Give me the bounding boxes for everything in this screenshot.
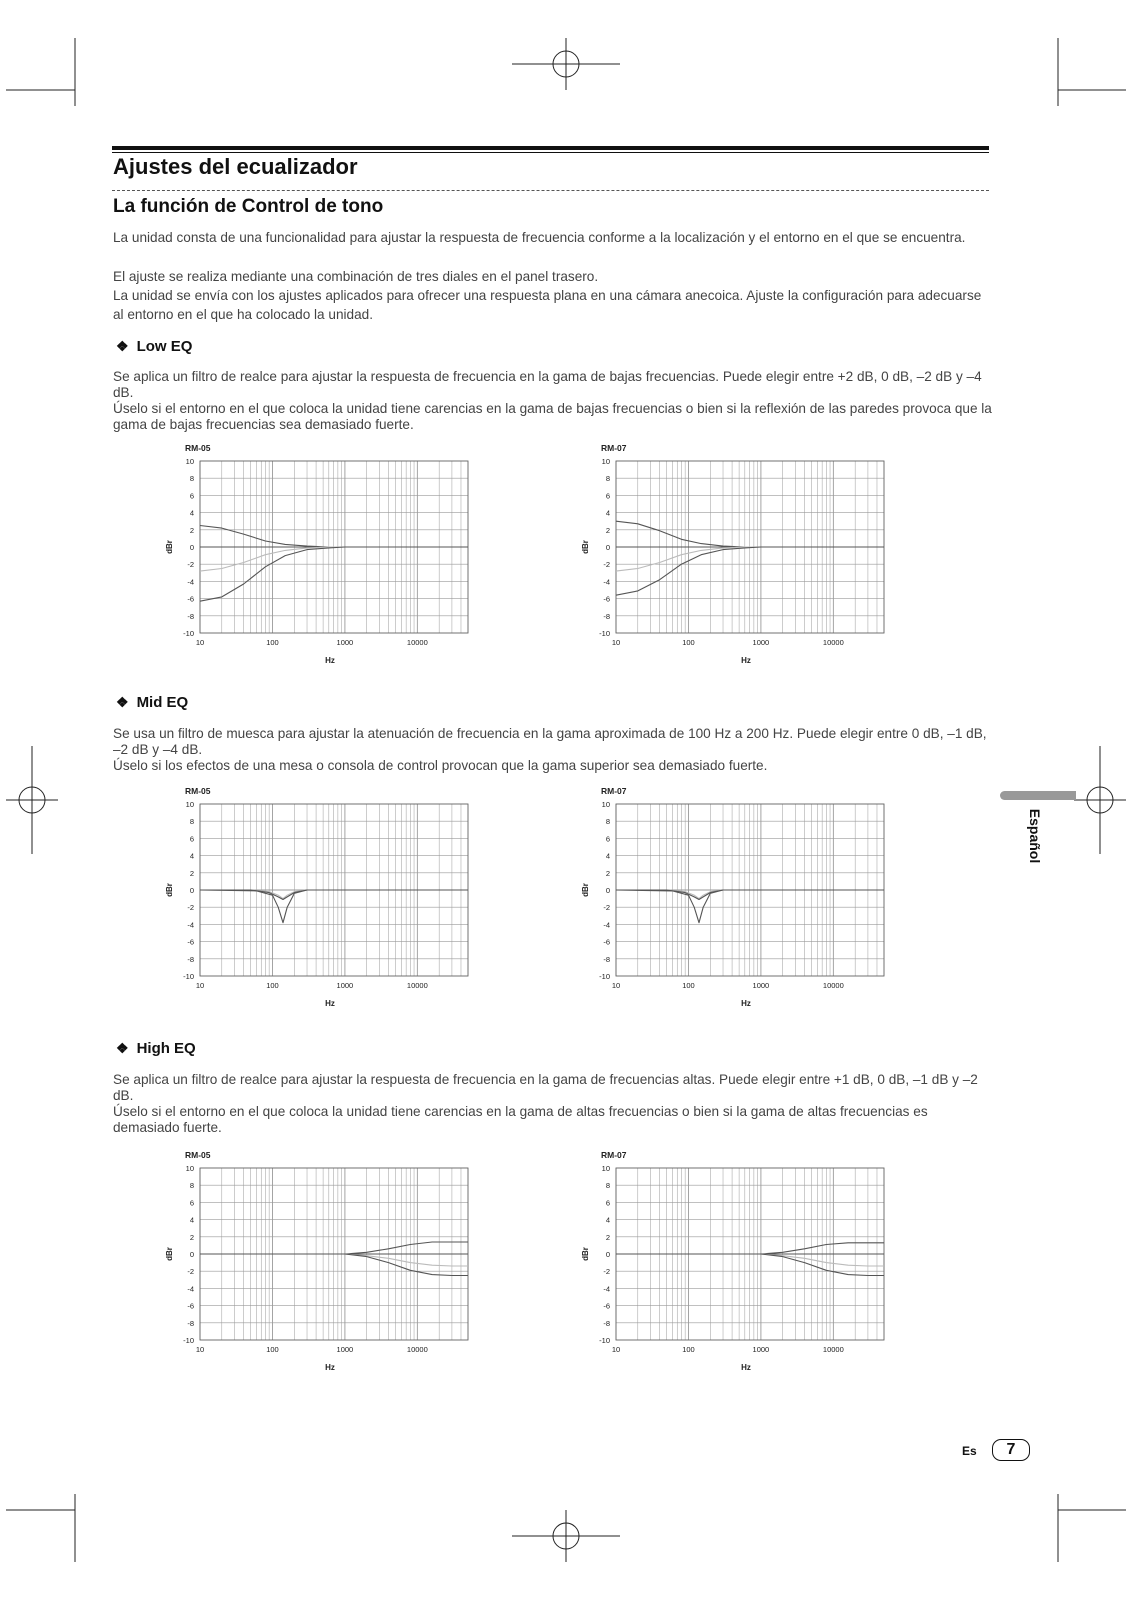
chart-high-rm07 <box>576 1150 906 1390</box>
x-tick-label: 10 <box>195 981 205 990</box>
y-tick-label: -2 <box>187 903 194 913</box>
y-axis-label: dBr <box>581 883 590 897</box>
y-axis-label: dBr <box>165 1247 174 1261</box>
series-line-1 <box>200 1242 468 1254</box>
y-tick-label: -4 <box>603 1284 610 1294</box>
mid-eq-title: Mid EQ <box>136 694 189 711</box>
x-tick-label: 1000 <box>752 638 770 647</box>
y-tick-label: 2 <box>189 1232 194 1242</box>
y-axis-label: dBr <box>165 540 174 554</box>
y-tick-label: 8 <box>189 1181 194 1191</box>
y-tick-label: 4 <box>605 1215 610 1225</box>
series-line-4 <box>200 547 468 601</box>
y-tick-label: 10 <box>185 457 194 466</box>
y-tick-label: 0 <box>605 543 610 552</box>
series-line-1 <box>616 890 884 899</box>
y-tick-label: 0 <box>189 543 194 552</box>
series-line-3 <box>200 1254 468 1266</box>
y-tick-label: 2 <box>189 525 194 535</box>
x-tick-label: 10000 <box>406 1345 428 1354</box>
x-tick-label: 10 <box>611 638 621 647</box>
x-axis-label: Hz <box>325 999 335 1008</box>
high-eq-heading <box>116 1040 196 1057</box>
header-rule-thin <box>112 152 989 153</box>
y-tick-label: 2 <box>605 1232 610 1242</box>
x-tick-label: 10000 <box>822 638 844 647</box>
y-tick-label: 0 <box>189 886 194 895</box>
x-tick-label: 100 <box>682 981 695 990</box>
series-line-3 <box>616 890 884 923</box>
chart-svg <box>160 1150 490 1390</box>
y-tick-label: -6 <box>603 1301 610 1311</box>
dashed-divider <box>112 190 989 191</box>
chart-title: RM-05 <box>185 1150 211 1160</box>
y-tick-label: -2 <box>187 1267 194 1277</box>
y-tick-label: -10 <box>599 629 610 638</box>
low-eq-heading <box>116 338 192 355</box>
x-tick-label: 10000 <box>822 1345 844 1354</box>
y-tick-label: -10 <box>183 972 194 981</box>
y-tick-label: 4 <box>605 508 610 518</box>
y-tick-label: 6 <box>605 834 610 844</box>
y-axis-label: dBr <box>581 1247 590 1261</box>
y-tick-label: 2 <box>189 868 194 878</box>
y-tick-label: -8 <box>187 954 194 964</box>
language-tab-label: Español <box>1027 808 1043 864</box>
y-tick-label: -4 <box>603 920 610 930</box>
x-tick-label: 100 <box>266 1345 279 1354</box>
chart-title: RM-07 <box>601 786 627 796</box>
x-tick-label: 10 <box>195 1345 205 1354</box>
chart-svg <box>160 443 490 683</box>
y-tick-label: -6 <box>187 1301 194 1311</box>
series-line-2 <box>200 890 468 900</box>
y-tick-label: -8 <box>603 611 610 621</box>
x-tick-label: 100 <box>682 638 695 647</box>
x-tick-label: 1000 <box>336 981 354 990</box>
series-line-1 <box>616 1243 884 1254</box>
x-axis-label: Hz <box>325 656 335 665</box>
chart-low-rm07 <box>576 443 906 683</box>
x-tick-label: 10000 <box>406 638 428 647</box>
diamond-bullet-icon: ❖ <box>116 338 129 354</box>
page-number: 7 <box>992 1439 1030 1461</box>
mid-eq-heading <box>116 694 188 711</box>
x-tick-label: 1000 <box>752 981 770 990</box>
intro-paragraph-2: El ajuste se realiza mediante una combinación de tres diales en el panel trasero. <box>113 269 599 284</box>
x-tick-label: 1000 <box>336 638 354 647</box>
high-eq-paragraph-1: Se aplica un filtro de realce para ajustar la respuesta de frecuencia en la gama de frecuencias altas. Puede elegir entre +1 dB, 0 dB, –1 dB y –2 dB. <box>113 1072 978 1103</box>
y-tick-label: -8 <box>187 611 194 621</box>
high-eq-title: High EQ <box>136 1040 196 1057</box>
series-line-2 <box>616 890 884 900</box>
section-title: La función de Control de tono <box>113 196 384 217</box>
y-tick-label: -6 <box>603 594 610 604</box>
series-line-3 <box>200 547 468 571</box>
y-tick-label: 10 <box>185 1164 194 1173</box>
y-tick-label: -2 <box>603 903 610 913</box>
series-line-1 <box>200 890 468 899</box>
x-axis-label: Hz <box>741 1363 751 1372</box>
chart-svg <box>576 786 906 1026</box>
y-tick-label: -6 <box>187 594 194 604</box>
y-tick-label: 0 <box>605 1250 610 1259</box>
y-tick-label: 2 <box>605 525 610 535</box>
y-tick-label: -10 <box>599 1336 610 1345</box>
y-tick-label: 6 <box>605 491 610 501</box>
y-tick-label: -4 <box>187 920 194 930</box>
intro-paragraph-1: La unidad consta de una funcionalidad para ajustar la respuesta de frecuencia conforme a la localización y el entorno en el que se encuentra. <box>113 230 966 245</box>
y-tick-label: 6 <box>605 1198 610 1208</box>
header-rule-thick <box>112 146 989 150</box>
y-tick-label: -2 <box>603 560 610 570</box>
y-tick-label: 6 <box>189 1198 194 1208</box>
y-axis-label: dBr <box>581 540 590 554</box>
y-tick-label: 4 <box>189 851 194 861</box>
x-tick-label: 10000 <box>406 981 428 990</box>
x-tick-label: 10 <box>611 981 621 990</box>
y-tick-label: -4 <box>603 577 610 587</box>
y-tick-label: -6 <box>603 937 610 947</box>
low-eq-paragraph-1: Se aplica un filtro de realce para ajustar la respuesta de frecuencia en la gama de bajas frecuencias. Puede elegir entre +2 dB, 0 dB, –2 dB y –4 dB. <box>113 369 982 400</box>
y-tick-label: -8 <box>603 1318 610 1328</box>
y-tick-label: 8 <box>189 817 194 827</box>
intro-paragraph-3: La unidad se envía con los ajustes aplicados para ofrecer una respuesta plana en una cámara anecoica. Ajuste la configuración para adecuarse al entorno en el que ha colocado la unidad. <box>113 288 982 322</box>
chart-high-rm05 <box>160 1150 490 1390</box>
x-tick-label: 10 <box>195 638 205 647</box>
y-tick-label: 4 <box>189 508 194 518</box>
low-eq-paragraph-2: Úselo si el entorno en el que coloca la unidad tiene carencias en la gama de bajas frecuencias o bien si la reflexión de las paredes provoca que la gama de bajas frecuencias sea demasiado fuerte. <box>113 401 992 432</box>
y-tick-label: -2 <box>603 1267 610 1277</box>
y-tick-label: 10 <box>601 800 610 809</box>
chart-mid-rm07 <box>576 786 906 1026</box>
series-line-3 <box>616 1254 884 1266</box>
y-tick-label: -6 <box>187 937 194 947</box>
chart-title: RM-05 <box>185 443 211 453</box>
chart-title: RM-05 <box>185 786 211 796</box>
y-tick-label: 8 <box>189 474 194 484</box>
y-tick-label: 8 <box>605 1181 610 1191</box>
y-axis-label: dBr <box>165 883 174 897</box>
x-axis-label: Hz <box>741 656 751 665</box>
x-tick-label: 1000 <box>336 1345 354 1354</box>
chart-title: RM-07 <box>601 1150 627 1160</box>
low-eq-title: Low EQ <box>136 338 193 355</box>
series-line-1 <box>200 526 468 548</box>
chart-svg <box>576 1150 906 1390</box>
y-tick-label: 6 <box>189 491 194 501</box>
y-tick-label: -10 <box>183 629 194 638</box>
y-tick-label: 0 <box>605 886 610 895</box>
y-tick-label: 10 <box>185 800 194 809</box>
x-tick-label: 100 <box>266 981 279 990</box>
high-eq-paragraph-2: Úselo si el entorno en el que coloca la unidad tiene carencias en la gama de altas frecuencias o bien si la gama de altas frecuencias es demasiado fuerte. <box>113 1104 928 1135</box>
chart-svg <box>576 443 906 683</box>
chart-svg <box>160 786 490 1026</box>
y-tick-label: 0 <box>189 1250 194 1259</box>
y-tick-label: 8 <box>605 474 610 484</box>
chart-title: RM-07 <box>601 443 627 453</box>
y-tick-label: -10 <box>599 972 610 981</box>
y-tick-label: -4 <box>187 1284 194 1294</box>
chart-mid-rm05 <box>160 786 490 1026</box>
mid-eq-paragraph-1: Se usa un filtro de muesca para ajustar la atenuación de frecuencia en la gama aproximada de 100 Hz a 200 Hz. Puede elegir entre 0 dB, –1 dB, –2 dB y –4 dB. <box>113 726 987 757</box>
y-tick-label: 10 <box>601 1164 610 1173</box>
y-tick-label: -10 <box>183 1336 194 1345</box>
x-tick-label: 1000 <box>752 1345 770 1354</box>
y-tick-label: -2 <box>187 560 194 570</box>
x-tick-label: 10000 <box>822 981 844 990</box>
diamond-bullet-icon: ❖ <box>116 1040 129 1056</box>
y-tick-label: 6 <box>189 834 194 844</box>
x-axis-label: Hz <box>325 1363 335 1372</box>
x-axis-label: Hz <box>741 999 751 1008</box>
mid-eq-paragraph-2: Úselo si los efectos de una mesa o consola de control provocan que la gama superior sea demasiado fuerte. <box>113 758 768 773</box>
y-tick-label: -8 <box>187 1318 194 1328</box>
series-line-3 <box>200 890 468 923</box>
y-tick-label: 10 <box>601 457 610 466</box>
page-title: Ajustes del ecualizador <box>113 154 358 179</box>
series-line-1 <box>616 521 884 547</box>
diamond-bullet-icon: ❖ <box>116 694 129 710</box>
y-tick-label: 4 <box>605 851 610 861</box>
y-tick-label: 8 <box>605 817 610 827</box>
series-line-4 <box>616 547 884 595</box>
y-tick-label: 2 <box>605 868 610 878</box>
chart-low-rm05 <box>160 443 490 683</box>
y-tick-label: 4 <box>189 1215 194 1225</box>
y-tick-label: -8 <box>603 954 610 964</box>
x-tick-label: 100 <box>682 1345 695 1354</box>
y-tick-label: -4 <box>187 577 194 587</box>
x-tick-label: 100 <box>266 638 279 647</box>
x-tick-label: 10 <box>611 1345 621 1354</box>
series-line-3 <box>616 547 884 571</box>
footer-language: Es <box>962 1444 977 1458</box>
